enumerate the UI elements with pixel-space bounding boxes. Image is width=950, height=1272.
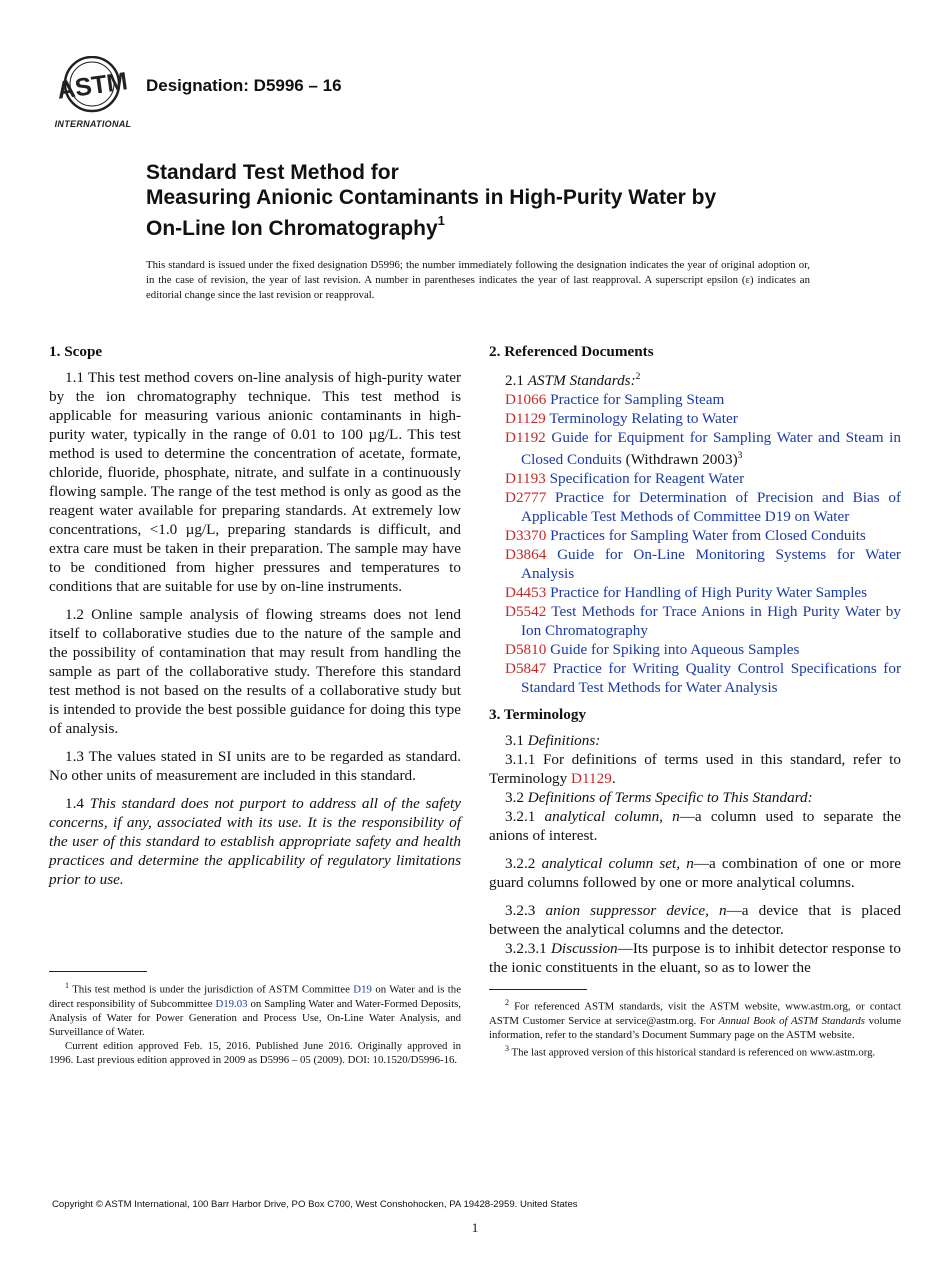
reference-code-link[interactable]: D1193 [505, 470, 546, 488]
terminology-3-2-1 [489, 807, 901, 845]
reference-item [489, 545, 901, 583]
terminology-3-2-number: 3.2 [505, 789, 524, 807]
terminology-3-2-label: Definitions of Terms Specific to This Standard: [527, 789, 813, 807]
svg-text:ASTM: ASTM [55, 67, 130, 105]
terminology-3-1 [489, 731, 901, 750]
title-line-3 [146, 210, 866, 241]
terminology-3-2-2-term: analytical column set, n [541, 855, 694, 873]
subcommittee-link[interactable]: D19.03 [215, 997, 248, 1010]
terminology-3-2-1-def: —a column used to separate the anions of interest. [489, 808, 901, 845]
footnote-3 [489, 1042, 901, 1060]
reference-title-link[interactable]: Test Methods for Trace Anions in High Purity Water by Ion Chromatography [521, 603, 901, 640]
footnote-rule-left [49, 971, 147, 972]
committee-link[interactable]: D19 [353, 983, 372, 996]
terminology-3-2-3-number: 3.2.3 [505, 902, 536, 920]
footnote-2-italic: Annual Book of ASTM Standards [718, 1014, 865, 1027]
terminology-3-2-2-number: 3.2.2 [505, 855, 536, 873]
footnote-2-text-b: volume information, refer to the standard’s Document Summary page on the ASTM website. [489, 1014, 901, 1041]
title-line-1: Standard Test Method for [146, 161, 399, 184]
reference-title-link[interactable]: Practice for Handling of High Purity Water Samples [550, 584, 868, 602]
reference-code-link[interactable]: D1066 [505, 391, 547, 409]
left-column [49, 342, 461, 898]
scope-1-2: 1.2 Online sample analysis of flowing streams does not lend itself to collaborative studies due to the nature of the sample and the possibility of contamination that may result from handling the sample as part of the collaborative study. Therefore this standard test method is not based on the results of a collaborative study but is intended to provide the best possible guidance for doing this type of analysis. [49, 606, 461, 737]
footnote-1-text-b: on Water and is the direct responsibility of Subcommittee [49, 983, 461, 1010]
reference-title-link[interactable]: Guide for Equipment for Sampling Water and Steam in Closed Conduits [521, 429, 902, 469]
scope-heading: 1. Scope [49, 343, 103, 360]
reference-title-link[interactable]: Practice for Sampling Steam [550, 391, 725, 409]
terminology-3-2-3-1-term: Discussion [550, 940, 618, 958]
reference-code-link[interactable]: D1192 [505, 429, 546, 447]
reference-title-link[interactable]: Practice for Determination of Precision and Bias of Applicable Test Methods of Committee D19 on Water [521, 489, 902, 526]
referenced-documents-list [489, 390, 901, 697]
footnote-3-mark: 3 [505, 1043, 509, 1053]
referenced-documents-heading: 2. Referenced Documents [489, 343, 654, 360]
reference-item [489, 488, 901, 526]
reference-item [489, 390, 901, 409]
footnote-2 [489, 996, 901, 1042]
reference-item [489, 583, 901, 602]
footnote-2-mark: 2 [505, 998, 509, 1007]
scope-1-1: 1.1 This test method covers on-line analysis of high-purity water by the ion chromatography technique. This test method is applicable for measuring various anionic contaminants in high-purity water, typically in the range of 0.01 to 100 µg/L. This test method is used to determine the concentration of acetate, formate, chloride, fluoride, phosphate, nitrate, and sulfate in a continuously flowing sample. The range of the test method is only as good as the reagent water available for preparing standards. At extremely low concentrations, <1.0 µg/L, preparing standards is difficult, and extra care must be taken in their preparation. The sample may have to be conditioned from higher pressures and temperatures to conditions that are suitable for use by on-line instruments. [49, 369, 461, 595]
footnote-1-text-c: on Sampling Water and Water-Formed Deposits, Analysis of Water for Power Generation and Process Use, On-Line Water Analysis, and Surveillance of Water. [49, 997, 462, 1038]
terminology-3-1-label: Definitions: [527, 732, 601, 750]
footnotes-right [489, 996, 901, 1059]
reference-code-link[interactable]: D3864 [505, 546, 547, 564]
reference-footnote-mark: 3 [737, 451, 743, 462]
right-column [489, 342, 901, 977]
reference-item [489, 526, 901, 545]
page-number: 1 [471, 1220, 479, 1235]
terminology-3-2-1-term: analytical column, n [544, 808, 680, 826]
astm-logo [52, 56, 134, 132]
d1129-link[interactable]: D1129 [571, 770, 612, 788]
reference-item [489, 602, 901, 640]
reference-item [489, 640, 901, 659]
reference-title-link[interactable]: Terminology Relating to Water [549, 410, 738, 428]
footnote-3-text: The last approved version of this historical standard is referenced on www.astm.org. [511, 1046, 876, 1059]
terminology-3-2-2 [489, 854, 901, 892]
svg-text:INTERNATIONAL: INTERNATIONAL [54, 119, 132, 129]
reference-title-link[interactable]: Guide for On-Line Monitoring Systems for Water Analysis [521, 546, 901, 583]
document-title [146, 160, 866, 241]
reference-code-link[interactable]: D4453 [505, 584, 547, 602]
scope-1-4-text: This standard does not purport to address all of the safety concerns, if any, associated with its use. It is the responsibility of the user of this standard to establish appropriate safety and health practices and determine the applicability of regulatory limitations prior to use. [49, 795, 461, 888]
reference-code-link[interactable]: D5810 [505, 641, 547, 659]
reference-item [489, 409, 901, 428]
astm-standards-mark: 2 [635, 372, 641, 382]
reference-code-link[interactable]: D2777 [505, 489, 547, 507]
copyright: Copyright © ASTM International, 100 Barr Harbor Drive, PO Box C700, West Conshohocken, PA 19428-2959. United States [52, 1199, 578, 1210]
reference-title-link[interactable]: Guide for Spiking into Aqueous Samples [550, 641, 800, 659]
terminology-3-1-number: 3.1 [505, 732, 524, 750]
terminology-3-2-3-term: anion suppressor device, n [545, 902, 727, 920]
reference-code-link[interactable]: D3370 [505, 527, 547, 545]
astm-standards-label [489, 368, 901, 390]
footnote-1-edition: Current edition approved Feb. 15, 2016. Published June 2016. Originally approved in 1996. Last previous edition approved in 2009 as D5996 – 05 (2009). DOI: 10.1520/D5996-16. [49, 1039, 461, 1066]
footnote-rule-right [489, 989, 587, 990]
reference-code-link[interactable]: D1129 [505, 410, 546, 428]
title-footnote-mark: 1 [437, 213, 445, 228]
issued-notice: This standard is issued under the fixed designation D5996; the number immediately following the designation indicates the year of original adoption or, in the case of revision, the year of last revision. A number in parentheses indicates the year of last reapproval. A superscript epsilon (ε) indicates an editorial change since the last revision or reapproval. [146, 259, 810, 301]
astm-standards-number: 2.1 [505, 372, 524, 390]
reference-title-link[interactable]: Practices for Sampling Water from Closed Conduits [550, 527, 866, 545]
scope-1-3: 1.3 The values stated in SI units are to be regarded as standard. No other units of measurement are included in this standard. [49, 748, 461, 784]
terminology-3-2-3 [489, 901, 901, 939]
terminology-3-2-3-1 [489, 939, 901, 977]
terminology-3-2-3-1-def: —Its purpose is to inhibit detector response to the ionic constituents in the eluant, so as to lower the [489, 940, 901, 977]
footnote-1-text-a: This test method is under the jurisdiction of ASTM Committee [72, 983, 350, 996]
reference-code-link[interactable]: D5847 [505, 660, 547, 678]
terminology-3-2 [489, 788, 901, 807]
reference-note: (Withdrawn 2003) [625, 451, 738, 469]
reference-item [489, 428, 901, 469]
scope-1-4-number: 1.4 [65, 795, 84, 812]
reference-item [489, 469, 901, 488]
astm-standards-text: ASTM Standards: [527, 372, 636, 390]
reference-title-link[interactable]: Practice for Writing Quality Control Specifications for Standard Test Methods for Water Analysis [521, 660, 902, 697]
terminology-3-2-2-def: —a combination of one or more guard columns followed by one or more analytical columns. [489, 855, 901, 892]
designation: Designation: D5996 – 16 [146, 76, 342, 95]
footnote-1-mark: 1 [65, 981, 69, 990]
title-line-2: Measuring Anionic Contaminants in High-Purity Water by [146, 186, 717, 209]
reference-code-link[interactable]: D5542 [505, 603, 547, 621]
title-line-3-text: On-Line Ion Chromatography [146, 217, 438, 240]
footnote-1-jurisdiction [49, 979, 461, 1039]
astm-logo-icon [52, 56, 134, 132]
footnote-1 [49, 979, 461, 1067]
terminology-3-1-1-text: 3.1.1 For definitions of terms used in this standard, refer to Terminology [489, 751, 901, 788]
terminology-heading: 3. Terminology [489, 706, 587, 724]
terminology-3-2-3-def: —a device that is placed between the analytical columns and the detector. [489, 902, 902, 939]
scope-1-4 [49, 794, 461, 889]
footnote-2-text-a: For referenced ASTM standards, visit the ASTM website, www.astm.org, or contact ASTM Customer Service at service@astm.org. For [489, 1000, 901, 1027]
reference-item [489, 659, 901, 697]
terminology-3-2-3-1-number: 3.2.3.1 [505, 940, 547, 958]
terminology-3-1-1 [489, 750, 901, 788]
terminology-3-1-1-end: . [611, 770, 616, 788]
reference-title-link[interactable]: Specification for Reagent Water [549, 470, 745, 488]
terminology-3-2-1-number: 3.2.1 [505, 808, 536, 826]
